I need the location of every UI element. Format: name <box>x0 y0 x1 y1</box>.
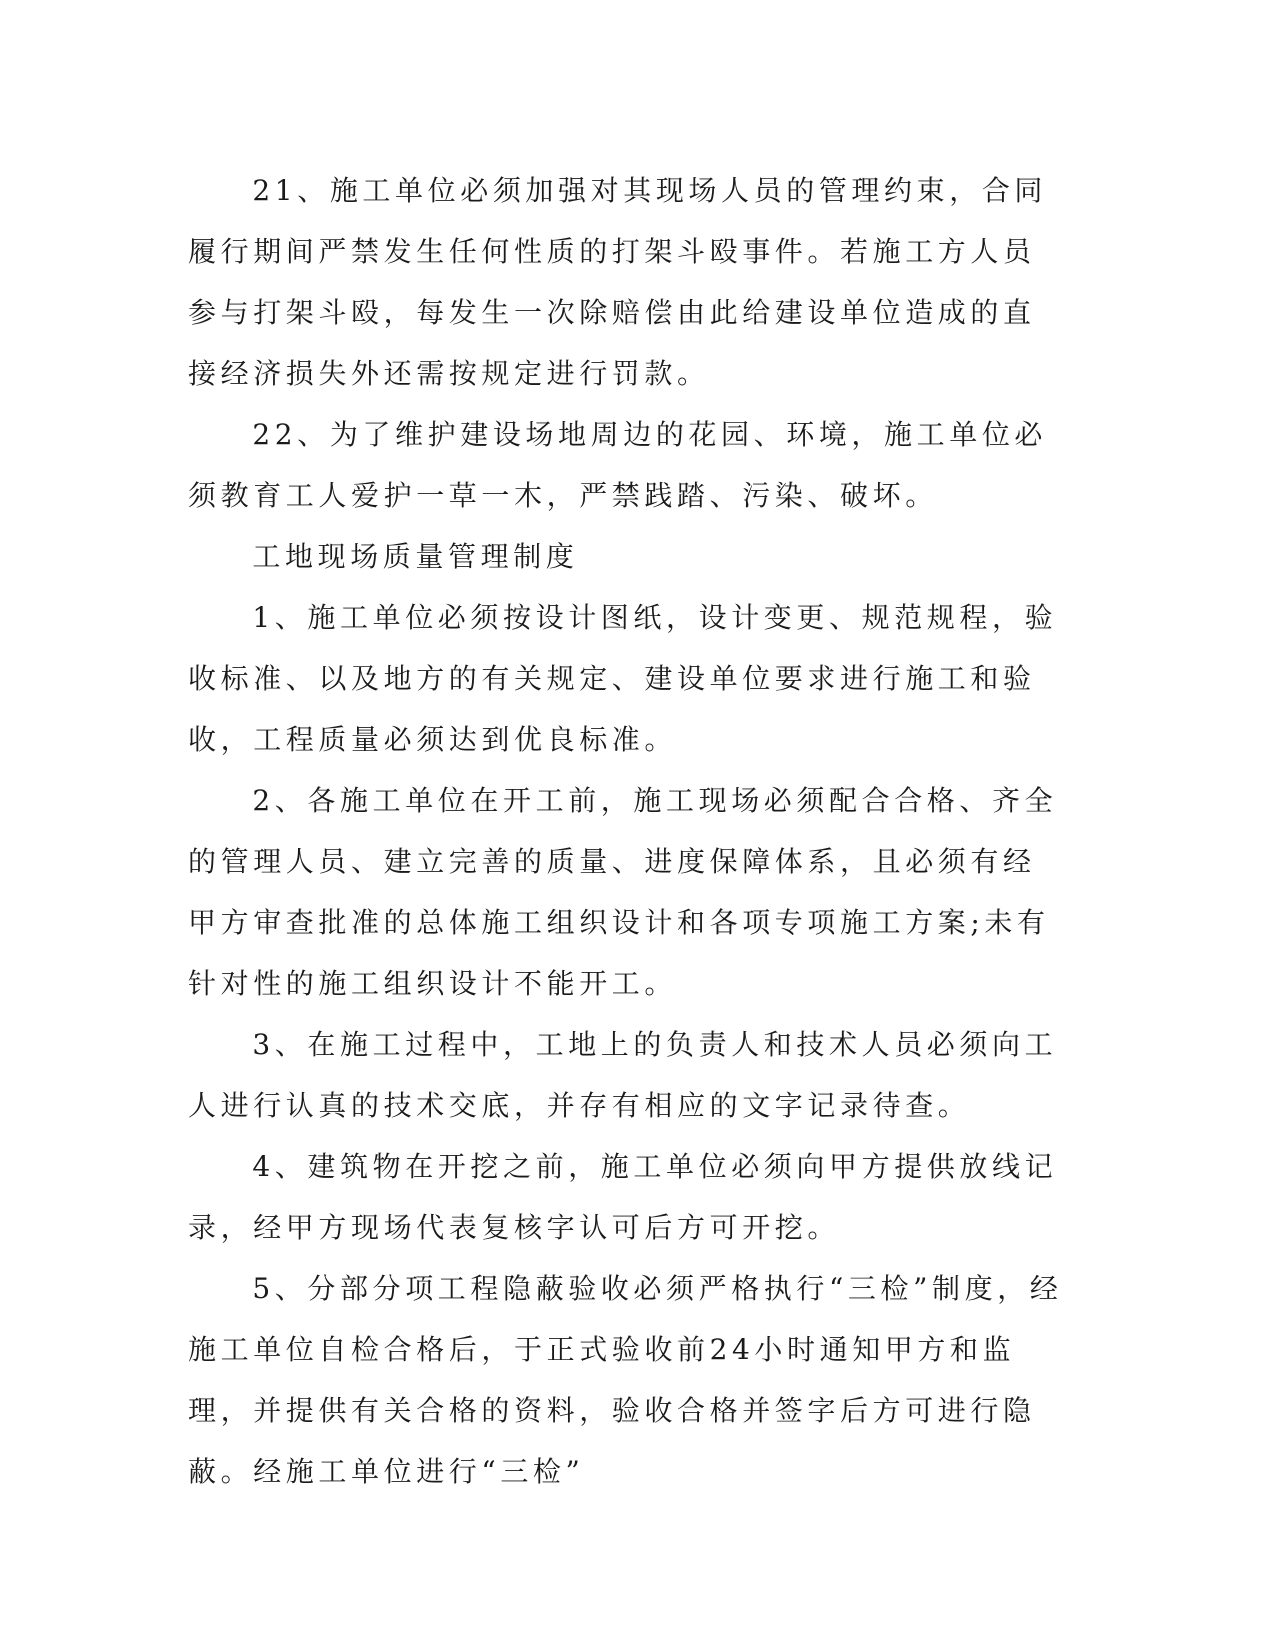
paragraph-21: 21、施工单位必须加强对其现场人员的管理约束，合同履行期间严禁发生任何性质的打架斗殴事件。若施工方人员参与打架斗殴，每发生一次除赔偿由此给建设单位造成的直接经济损失外还需按规定进行罚款。 <box>188 174 1048 390</box>
paragraph-3: 3、在施工过程中，工地上的负责人和技术人员必须向工人进行认真的技术交底，并存有相应的文字记录待查。 <box>188 1028 1058 1122</box>
paragraph-2: 2、各施工单位在开工前，施工现场必须配合合格、齐全的管理人员、建立完善的质量、进度保障体系，且必须有经甲方审查批准的总体施工组织设计和各项专项施工方案;未有针对性的施工组织设计不能开工。 <box>188 784 1058 1000</box>
paragraph-5: 5、分部分项工程隐蔽验收必须严格执行“三检”制度，经施工单位自检合格后，于正式验收前24小时通知甲方和监理，并提供有关合格的资料，验收合格并签字后方可进行隐蔽。经施工单位进行“三检” <box>188 1272 1063 1488</box>
paragraph-4: 4、建筑物在开挖之前，施工单位必须向甲方提供放线记录，经甲方现场代表复核字认可后方可开挖。 <box>188 1150 1058 1244</box>
document-body <box>188 160 1068 1502</box>
paragraph-22: 22、为了维护建设场地周边的花园、环境，施工单位必须教育工人爱护一草一木，严禁践踏、污染、破坏。 <box>188 418 1048 512</box>
paragraph-1: 1、施工单位必须按设计图纸，设计变更、规范规程，验收标准、以及地方的有关规定、建设单位要求进行施工和验收，工程质量必须达到优良标准。 <box>188 601 1058 756</box>
section-heading: 工地现场质量管理制度 <box>252 540 579 573</box>
